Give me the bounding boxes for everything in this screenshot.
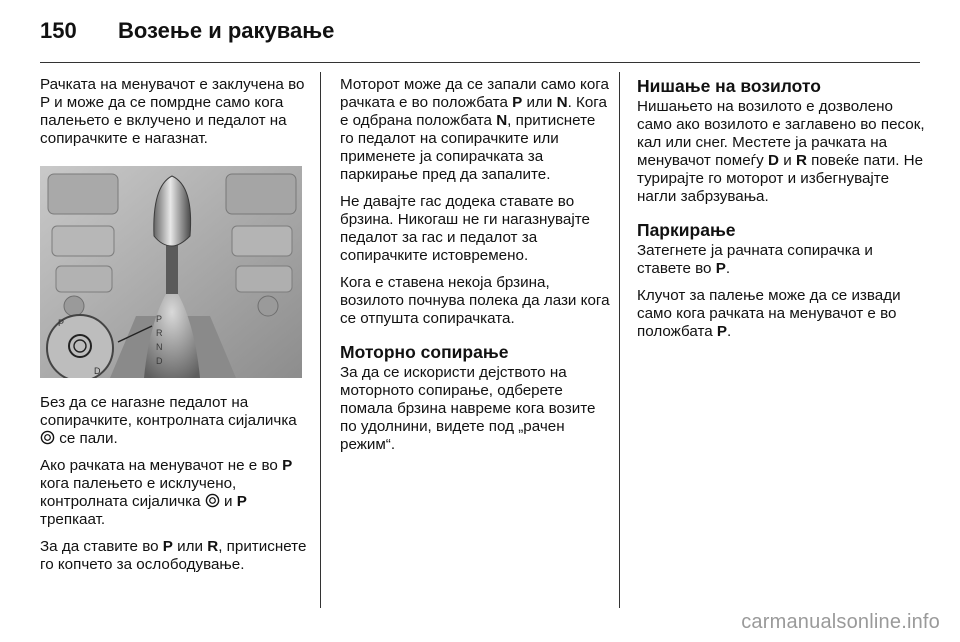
paragraph-no-throttle: Не давајте гас додека ставате во брзина. Никогаш не ги нагазнувајте педалот за гас и педалот за сопирачките истовремено. bbox=[340, 193, 590, 264]
brake-warning-icon bbox=[205, 493, 220, 508]
column-3 bbox=[637, 76, 927, 350]
watermark: carmanualsonline.info bbox=[741, 611, 940, 633]
section-title: Возење и ракување bbox=[118, 18, 335, 43]
svg-text:N: N bbox=[156, 342, 163, 352]
gear-lever-illustration bbox=[40, 166, 302, 378]
paragraph-rocking: Нишањето на возилото е дозволено само ако возилото е заглавено во песок, кал или снег. Местете ја рачката на менувачот помеѓу D и R повеќе пати. Не турирајте го моторот и избегнувајте нагли забрзувања. bbox=[637, 98, 925, 205]
header-rule bbox=[40, 62, 920, 63]
paragraph-key-removal: Клучот за палење може да се извади само кога рачката на менувачот е во положбата P. bbox=[637, 287, 901, 340]
paragraph-blinking: Ако рачката на менувачот не е во P кога палењето е исклучено, контролната сијаличка и P трепкаат. bbox=[40, 457, 293, 528]
inset-label-p: P bbox=[58, 318, 65, 328]
page-header bbox=[40, 12, 920, 52]
brake-warning-icon bbox=[40, 430, 55, 445]
column-2 bbox=[340, 76, 610, 463]
paragraph-warning-light: Без да се нагазне педалот на сопирачките, контролната сијаличка се пали. bbox=[40, 394, 297, 447]
svg-text:D: D bbox=[156, 356, 163, 366]
column-divider bbox=[619, 72, 620, 608]
paragraph-lock-intro: Рачката на менувачот е заклучена во P и може да се помрдне само кога палењето е вклучено и педалот на сопирачките е нагазнат. bbox=[40, 76, 305, 147]
paragraph-engine-start: Моторот може да се запали само кога рачката е во положбата P или N. Кога е одбрана положбата N, притиснете го педалот на сопирачките или применете ја сопирачката за паркирање пред да запалите. bbox=[340, 76, 609, 183]
svg-text:R: R bbox=[156, 328, 163, 338]
column-1 bbox=[40, 76, 310, 583]
paragraph-release-button: За да ставите во P или R, притиснете го копчето за ослободување. bbox=[40, 538, 307, 573]
heading-parking: Паркирање bbox=[637, 220, 736, 240]
svg-text:P: P bbox=[156, 314, 163, 324]
paragraph-creep: Кога е ставена некоја брзина, возилото почнува полека да лази кога се отпушта сопирачката. bbox=[340, 274, 610, 327]
heading-engine-braking: Моторно сопирање bbox=[340, 342, 509, 362]
paragraph-engine-braking: За да се искористи дејството на моторното сопирање, одберете помала брзина навреме кога возите по удолнини, видете под „рачен режим“. bbox=[340, 364, 596, 453]
page-number: 150 bbox=[40, 18, 77, 43]
inset-label-d: D bbox=[94, 366, 101, 376]
paragraph-parking: Затегнете ја рачната сопирачка и ставете во P. bbox=[637, 242, 873, 277]
column-divider bbox=[320, 72, 321, 608]
heading-rocking: Нишање на возилото bbox=[637, 76, 821, 96]
